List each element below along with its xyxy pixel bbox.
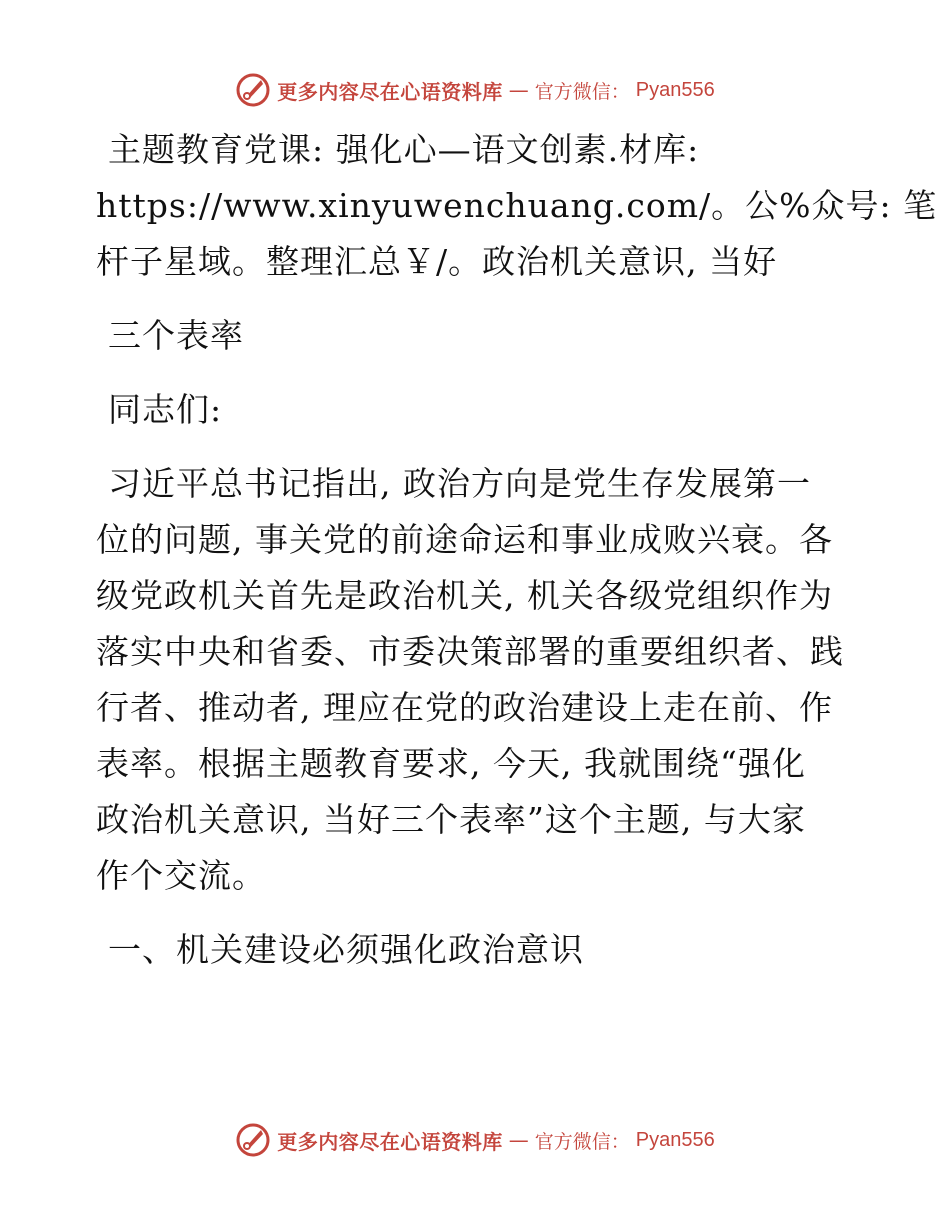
body-line: 级党政机关首先是政治机关, 机关各级党组织作为 [96, 576, 833, 615]
header-line: 主题教育党课: 强化心—语文创素.材库: [108, 130, 700, 169]
banner-wechat-id: Pyan556 [635, 78, 715, 101]
banner-wechat-label: 官方微信： [534, 80, 630, 103]
body-line: 行者、推动者, 理应在党的政治建设上走在前、作 [96, 688, 833, 727]
banner-separator: — [508, 1128, 529, 1152]
body-line: 落实中央和省委、市委决策部署的重要组织者、践 [96, 632, 844, 671]
header-line: 杆子星域。整理汇总￥/。政治机关意识, 当好 [96, 242, 778, 281]
footer-banner [0, 1120, 950, 1160]
section-heading: 一、机关建设必须强化政治意识 [108, 930, 584, 969]
header-line: https://www.xinyuwenchuang.com/。公%众号: 笔 [96, 186, 938, 225]
body-line: 政治机关意识, 当好三个表率”这个主题, 与大家 [96, 800, 806, 839]
banner-main-text: 更多内容尽在心语资料库 [277, 1129, 503, 1154]
body-line: 习近平总书记指出, 政治方向是党生存发展第一 [108, 464, 811, 503]
body-line: 表率。根据主题教育要求, 今天, 我就围绕“强化 [96, 744, 806, 783]
body-line: 位的问题, 事关党的前途命运和事业成败兴衰。各 [96, 520, 833, 559]
quill-logo-icon [235, 1122, 271, 1158]
document-content [96, 122, 938, 978]
banner-wechat-label: 官方微信： [534, 1130, 630, 1153]
banner-separator: — [508, 78, 529, 102]
banner-main-text: 更多内容尽在心语资料库 [277, 79, 503, 104]
quill-logo-icon [235, 72, 271, 108]
title-continuation: 三个表率 [108, 316, 244, 355]
body-line: 作个交流。 [96, 856, 266, 895]
salutation: 同志们: [108, 390, 223, 429]
header-banner [0, 70, 950, 110]
banner-wechat-id: Pyan556 [635, 1128, 715, 1151]
